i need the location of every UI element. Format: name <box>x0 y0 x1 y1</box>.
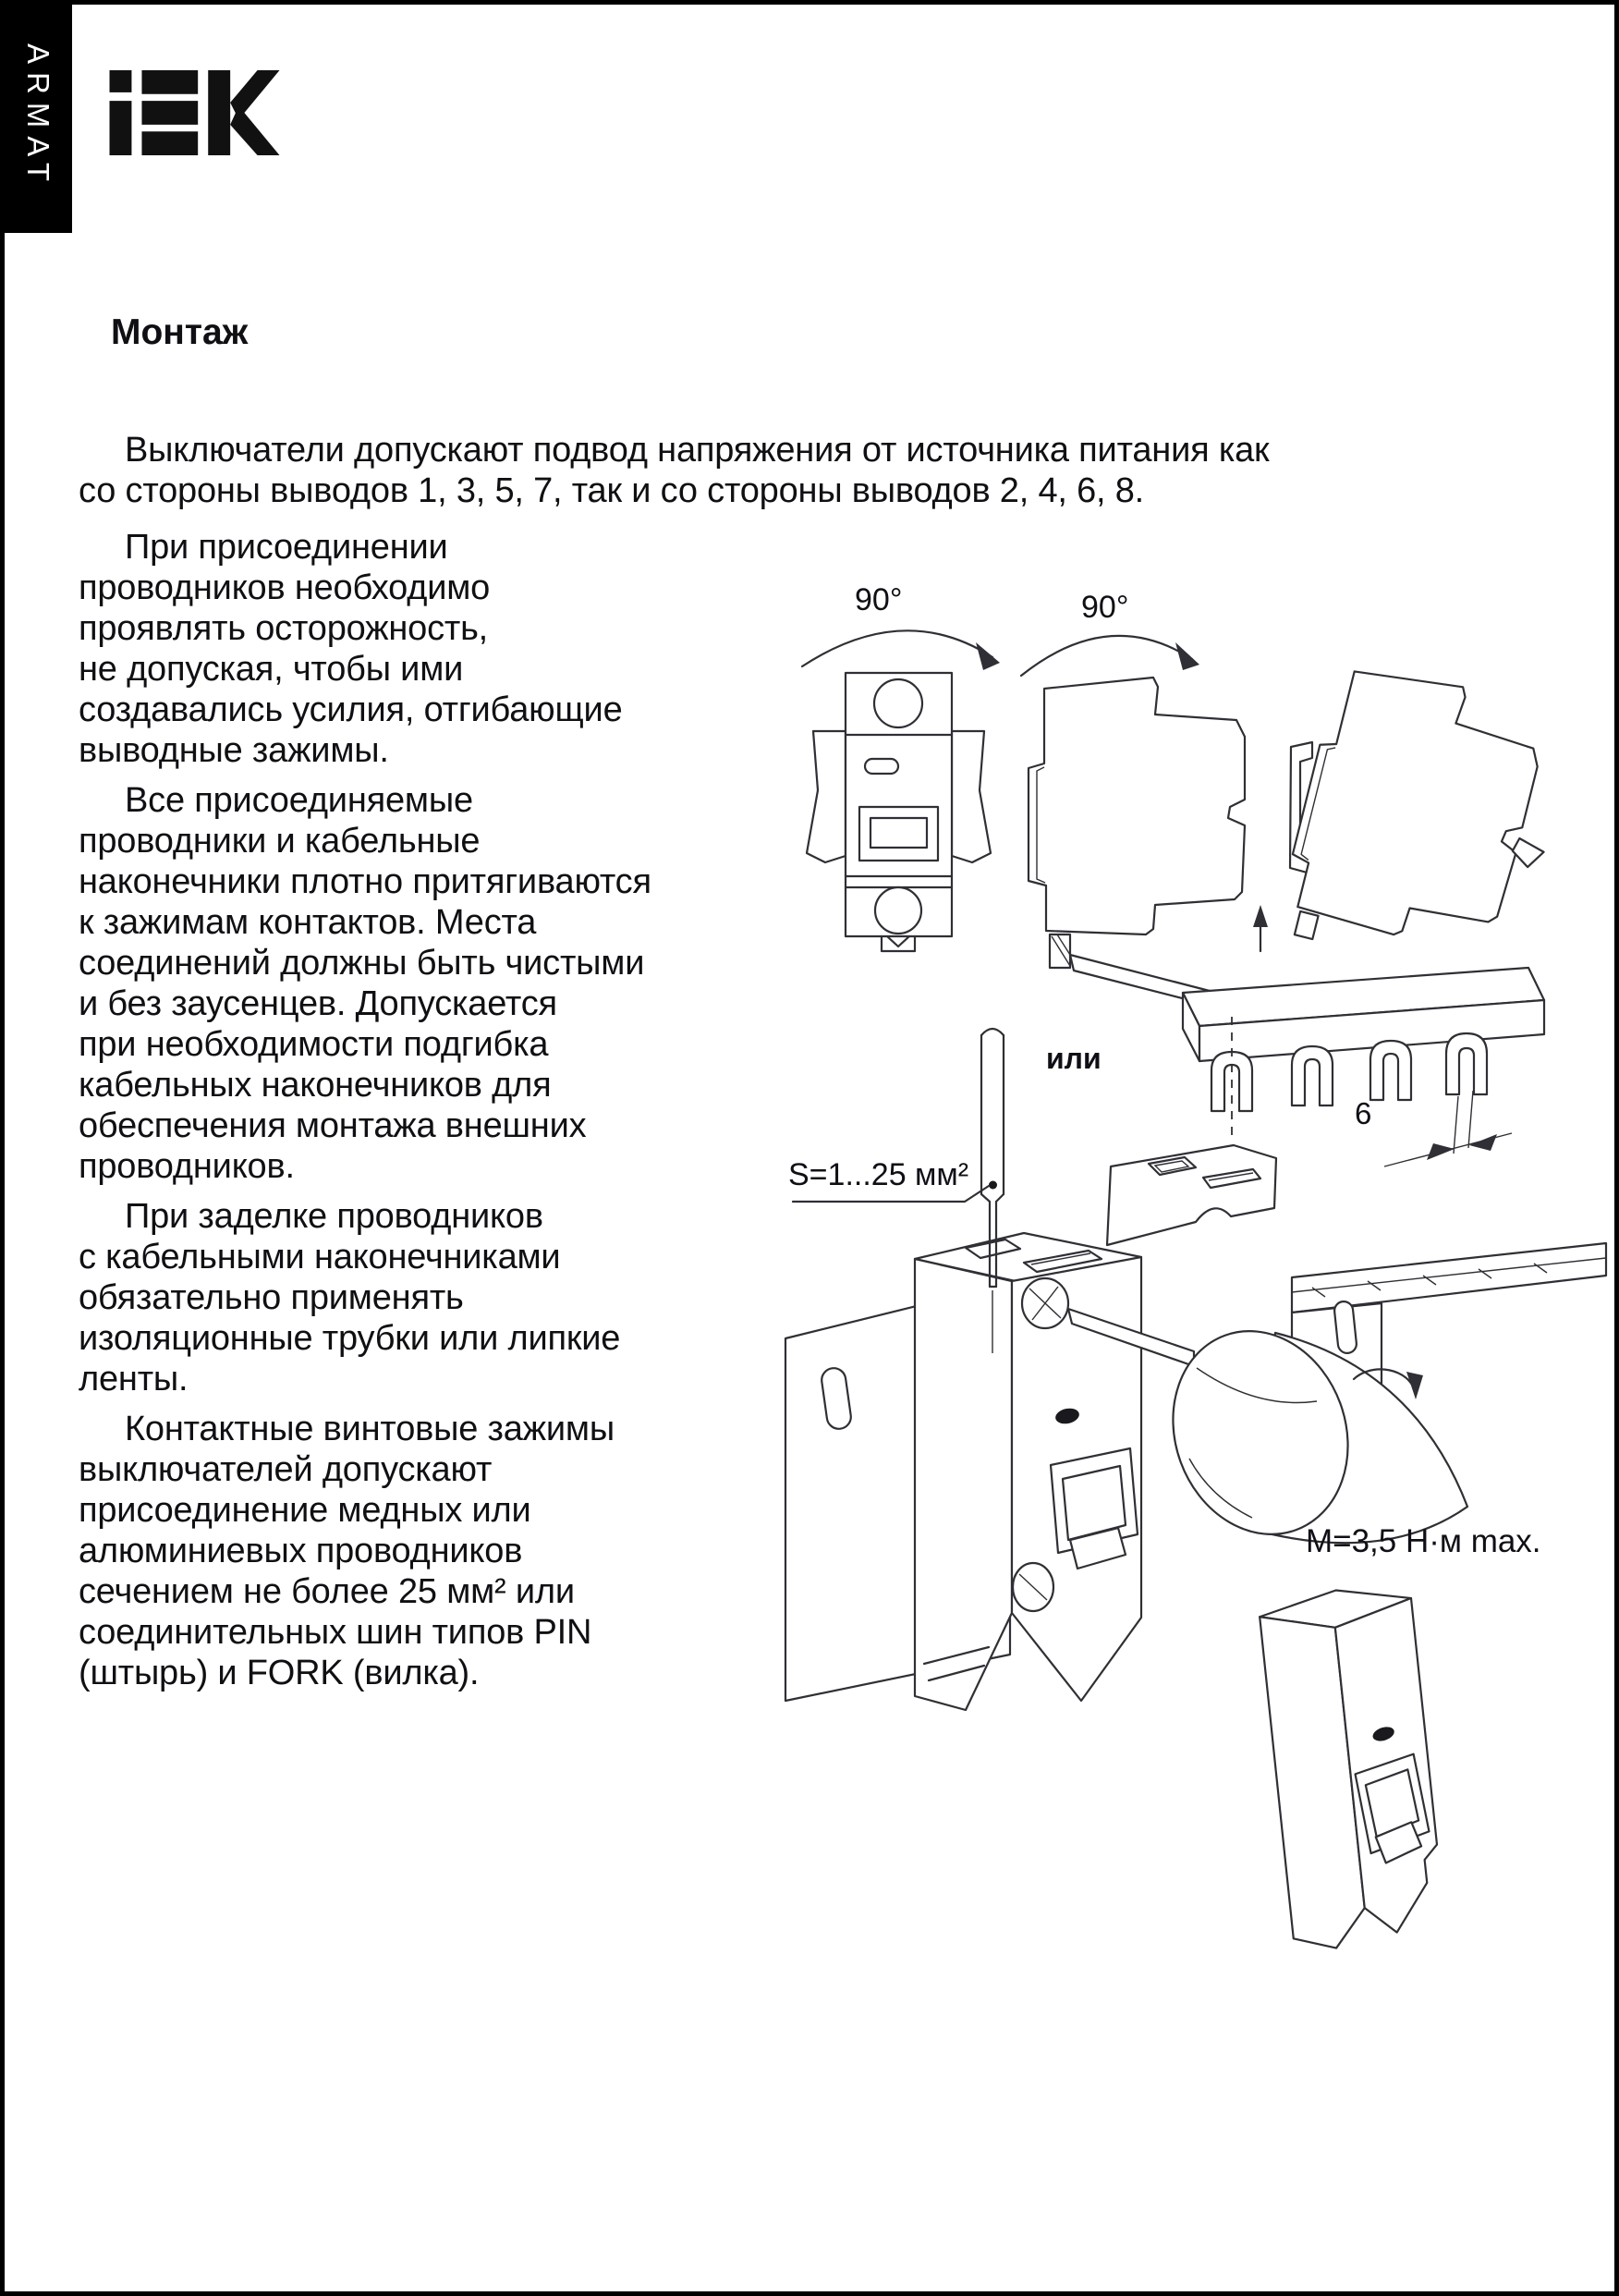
text-line: кабельных наконечников для <box>79 1066 552 1105</box>
text-line: Выключатели допускают подвод напряжения от источника питания как <box>125 431 1270 470</box>
text-line: обеспечения монтажа внешних <box>79 1106 587 1145</box>
para-connection-care <box>79 527 623 771</box>
text-line: со стороны выводов 1, 3, 5, 7, так и со стороны выводов 2, 4, 6, 8. <box>79 471 1145 510</box>
text-line: проявлять осторожность, <box>79 609 489 648</box>
page-heading: Монтаж <box>111 312 249 352</box>
text-line: ленты. <box>79 1360 189 1398</box>
para-terminals <box>79 1409 615 1693</box>
fig-rotate-front-view <box>795 585 1026 964</box>
para-intro <box>79 430 1269 511</box>
busbar-pitch-label: 6 <box>1355 1096 1372 1130</box>
text-line: выводные зажимы. <box>79 731 389 770</box>
text-line: присоединение медных или <box>79 1491 531 1530</box>
text-line: (штырь) и FORK (вилка). <box>79 1654 480 1692</box>
text-line: При заделке проводников <box>125 1197 543 1236</box>
para-tightening <box>79 780 651 1187</box>
angle-label-side: 90° <box>1081 590 1129 625</box>
text-line: проводники и кабельные <box>79 822 481 861</box>
text-line: создавались усилия, отгибающие <box>79 690 623 729</box>
text-line: При присоединении <box>125 528 448 567</box>
text-line: Все присоединяемые <box>125 781 473 820</box>
sidebar-brand-bar <box>4 0 72 233</box>
text-line: сечением не более 25 мм² или <box>79 1572 575 1611</box>
text-line: наконечники плотно притягиваются <box>79 862 651 901</box>
text-line: Контактные винтовые зажимы <box>125 1410 615 1448</box>
text-line: алюминиевых проводников <box>79 1532 523 1570</box>
torque-label: M=3,5 Н·м max. <box>1306 1523 1541 1559</box>
iek-logo <box>109 70 280 155</box>
text-line: соединительных шин типов PIN <box>79 1613 592 1652</box>
text-line: при необходимости подгибка <box>79 1025 549 1064</box>
text-line: обязательно применять <box>79 1278 464 1317</box>
text-line: выключателей допускают <box>79 1450 493 1489</box>
or-label: или <box>1046 1042 1102 1075</box>
text-line: проводников необходимо <box>79 568 491 607</box>
text-line: соединений должны быть чистыми <box>79 944 645 983</box>
angle-label-front: 90° <box>855 582 903 617</box>
fig-wire-or-busbar <box>767 961 1619 1442</box>
para-insulation <box>79 1196 620 1399</box>
text-line: к зажимам контактов. Места <box>79 903 537 942</box>
text-line: проводников. <box>79 1147 295 1186</box>
text-line: не допуская, чтобы ими <box>79 650 464 689</box>
wire-section-label: S=1...25 мм² <box>788 1157 969 1192</box>
text-line: и без заусенцев. Допускается <box>79 984 557 1023</box>
text-line: с кабельными наконечниками <box>79 1238 561 1276</box>
text-line: изоляционные трубки или липкие <box>79 1319 621 1358</box>
brand-label: ARMAT <box>21 43 55 190</box>
